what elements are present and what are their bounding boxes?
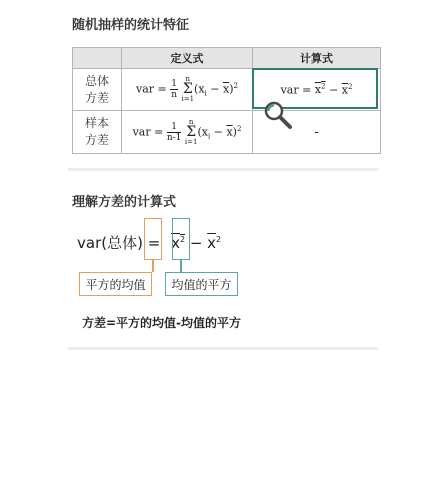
table-header-computation: 计算式	[253, 48, 381, 69]
table-header-definition: 定义式	[122, 48, 253, 69]
section-divider-1	[68, 168, 378, 171]
row-label-sample: 样本 方差	[73, 111, 122, 154]
population-definition-formula: var = $\frac{1}{n}$ n Σ $i=1(x_i - \overline{x})^2$	[122, 69, 253, 111]
mean-of-squares-highlight	[144, 218, 162, 260]
sample-definition-formula: var = $\frac{1}{n-1}$ n Σ $i=1(x_i - \overline{x})^2$	[122, 111, 253, 154]
variance-table	[72, 47, 381, 154]
table-row-population	[73, 69, 381, 111]
label-mean-of-squares: 平方的均值	[79, 272, 152, 296]
variance-computation-formula: var(总体) = $x^2 - \overline{x}^2$	[77, 234, 222, 252]
square-of-mean-highlight	[172, 218, 190, 260]
label-square-of-mean: 均值的平方	[165, 272, 238, 296]
table-header-empty	[73, 48, 122, 69]
connector-line-a	[152, 260, 154, 272]
table-row-sample	[73, 111, 381, 154]
magnifier-icon[interactable]	[263, 100, 293, 130]
section-divider-2	[68, 347, 378, 350]
section-title-sampling: 随机抽样的统计特征	[72, 18, 190, 33]
section-title-understanding: 理解方差的计算式	[72, 195, 177, 210]
connector-line-b	[180, 260, 182, 272]
variance-summary-text: 方差=平方的均值-均值的平方	[82, 316, 242, 330]
sample-computation-placeholder: -	[253, 111, 381, 154]
row-label-population: 总体 方差	[73, 69, 122, 111]
population-computation-formula: var = $x^2 - \overline{x}^2$	[253, 69, 381, 111]
